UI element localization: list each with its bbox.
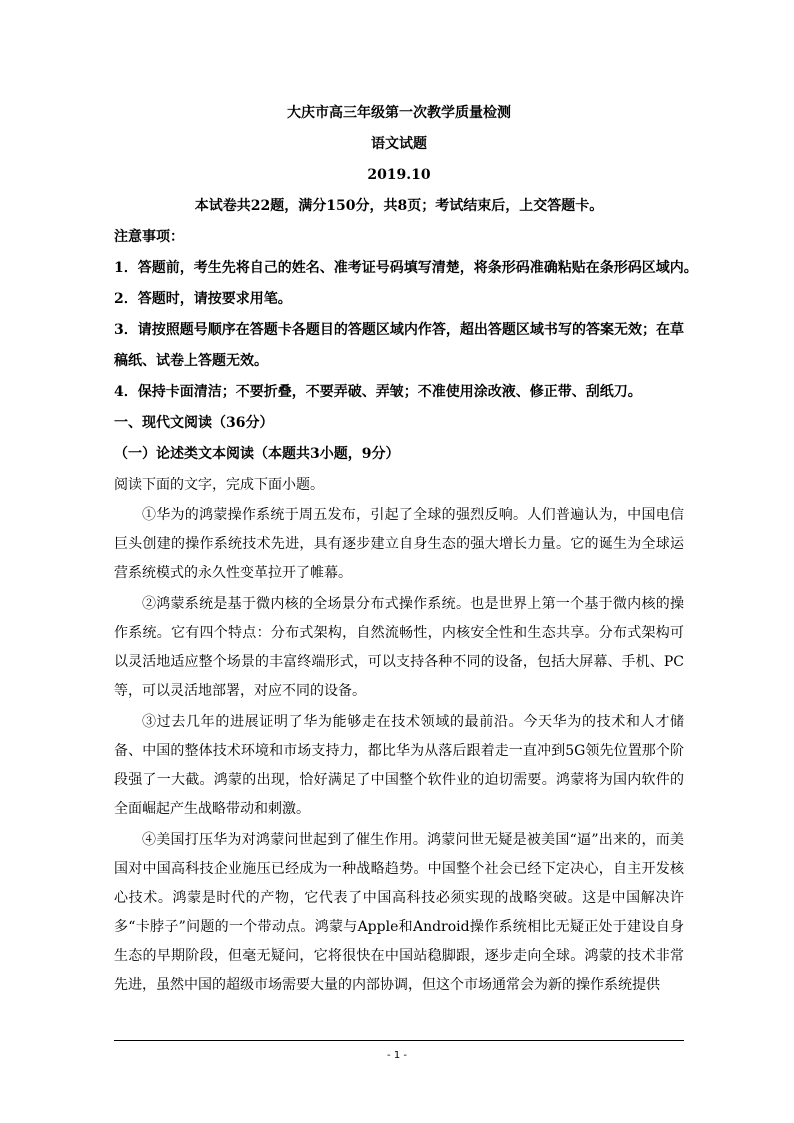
exam-subject: 语文试题 — [371, 136, 427, 152]
subsection-title: （一）论述类文本阅读（本题共3小题，9分） — [114, 446, 400, 462]
notice-item-3: 3．请按照题号顺序在答题卡各题目的答题区域内作答，超出答题区域书写的答案无效；在草稿纸、试卷上答题无效。 — [114, 322, 684, 369]
exam-summary: 本试卷共22题，满分150分，共8页；考试结束后，上交答题卡。 — [194, 198, 604, 214]
passage-paragraph-3: ③过去几年的进展证明了华为能够走在技术领域的最前沿。今天华为的技术和人才储备、中国的整体技术环境和市场支持力，都比华为从落后跟着走一直冲到5G领先位置那个阶段强了一大截。鸿蒙的出现，恰好满足了中国整个软件业的迫切需要。鸿蒙将为国内软件的全面崛起产生战略带动和刺激。 — [114, 714, 684, 817]
reading-instruction: 阅读下面的文字，完成下面小题。 — [114, 477, 324, 493]
notice-item-2: 2．答题时，请按要求用笔。 — [114, 291, 292, 307]
page-content — [114, 98, 698, 1002]
passage-paragraph-2: ②鸿蒙系统是基于微内核的全场景分布式操作系统。也是世界上第一个基于微内核的操作系统。它有四个特点：分布式架构，自然流畅性，内核安全性和生态共享。分布式架构可以灵活地适应整个场景的丰富终端形式，可以支持各种不同的设备，包括大屏幕、手机、PC等，可以灵活地部署，对应不同的设备。 — [114, 596, 684, 699]
notice-item-1: 1．答题前，考生先将自己的姓名、准考证号码填写清楚，将条形码准确粘贴在条形码区域内。 — [114, 260, 698, 276]
footer-divider — [114, 1040, 684, 1041]
passage-paragraph-1: ①华为的鸿蒙操作系统于周五发布，引起了全球的强烈反响。人们普遍认为，中国电信巨头创建的操作系统技术先进，具有逐步建立自身生态的强大增长力量。它的诞生为全球运营系统模式的永久性变革拉开了帷幕。 — [114, 507, 684, 581]
notice-heading: 注意事项： — [114, 229, 184, 245]
exam-date: 2019.10 — [367, 167, 431, 183]
page-number: - 1 - — [387, 1050, 407, 1061]
passage-paragraph-4: ④美国打压华为对鸿蒙问世起到了催生作用。鸿蒙问世无疑是被美国“逼”出来的，而美国对中国高科技企业施压已经成为一种战略趋势。中国整个社会已经下定决心，自主开发核心技术。鸿蒙是时代的产物，它代表了中国高科技必须实现的战略突破。这是中国解决许多“卡脖子”问题的一个带动点。鸿蒙与Apple和Android操作系统相比无疑正处于建设自身生态的早期阶段，但毫无疑问，它将很快在中国站稳脚跟，逐步走向全球。鸿蒙的技术非常先进，虽然中国的超级市场需要大量的内部协调，但这个市场通常会为新的操作系统提供 — [114, 832, 684, 993]
section-title: 一、现代文阅读（36分） — [114, 415, 274, 431]
notice-item-4: 4．保持卡面清洁；不要折叠，不要弄破、弄皱；不准使用涂改液、修正带、刮纸刀。 — [114, 384, 642, 400]
exam-title: 大庆市高三年级第一次教学质量检测 — [287, 105, 511, 121]
